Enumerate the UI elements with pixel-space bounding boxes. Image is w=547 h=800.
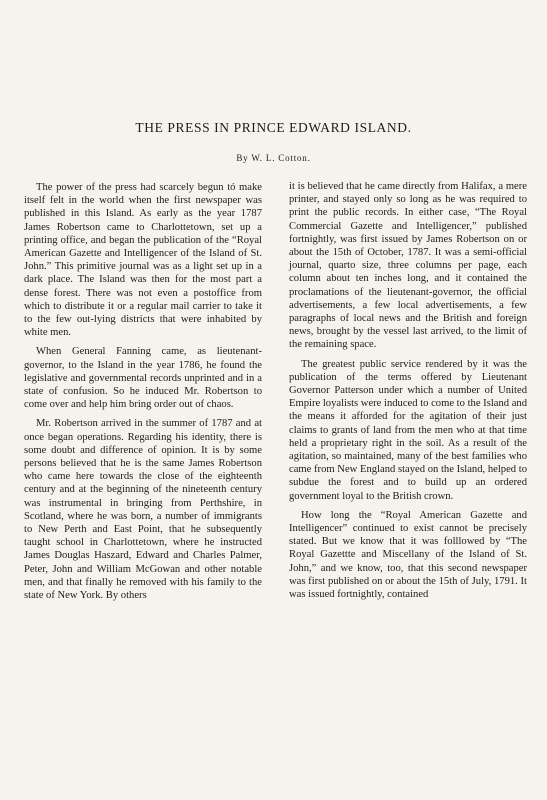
paragraph: Mr. Robertson arrived in the summer of 1787 and at once began operations. Regarding his identity, there is some doubt and difference of opinion. It is by some persons believed that he is the same James Robertson who came here towards the close of the eighteenth century and at the beginning of the nineteenth century was instrumental in bringing from Perthshire, in Scotland, where he was born, a number of immigrants to New Perth and East Point, that he subsequently taught school in Charlottetown, where he instructed James Douglas Haszard, Edward and Charles Palmer, Peter, John and William McGowan and other notable men, and that finally he removed with his family to the state of New York. By others (24, 418, 262, 602)
paragraph: The greatest public service rendered by it was the publication of the terms offered by Lieutenant Governor Patterson under which a number of United Empire loyalists were induced to come to the Island and the means it afforded for the agitation of their just claims to grants of land from the men who at that time held a proprietary right in the soil. As a result of the agitation, so maintained, many of the best families who came from New England stayed on the Island, helped to subdue the forest and to build up an ordered government loyal to the British crown. (289, 358, 527, 502)
article-title: THE PRESS IN PRINCE EDWARD ISLAND. (135, 120, 412, 135)
text-column-right (289, 180, 527, 601)
paragraph: When General Fanning came, as lieutenant-governor, to the Island in the year 1786, he found the legislative and governmental records unprinted and in a state of confusion. So he induced Mr. Robertson to come over and help him bring order out of chaos. (24, 346, 262, 411)
paragraph: How long the “Royal American Gazette and Intelligencer” continued to exist cannot be precisely stated. But we know that it was folllowed by “The Royal Gazettte and Miscellany of the Island of St. John,” and we know, too, that this second newspaper was first published on or about the 15th of July, 1791. It was issued fortnightly, contained (289, 509, 527, 601)
article-byline: By W. L. Cotton. (236, 153, 311, 163)
paragraph: The power of the press had scarcely begun tó make itself felt in the world when the first newspaper was published in this Island. As early as the year 1787 James Robertson came to Charlottetown, set up a printing office, and began the publication of the “Royal American Gazette and Intelligencer of the Island of St. John.” This primitive journal was as a light set up in a dark place. The Island was then for the most part a dense forest. There was not even a postoffice from which to distribute it or a regular mail carrier to take it to the few out-lying districts that were inhabited by white men. (24, 182, 262, 339)
text-column-left (24, 181, 262, 602)
paragraph-continued: it is believed that he came directly from Halifax, a mere printer, and stayed only so long as he was required to print the public records. In either case, “The Royal Commercial Gazette and Intelligencer,” published fortnightly, was first issued by James Robertson on or about the 15th of October, 1787. It was a semi-official journal, quarto size, three columns per page, each column about ten inches long, and it contained the proclamations of the lieutenant-governor, the official advertisements, a few local advertisements, a few paragraphs of local news and the British and foreign news, brought by the vessel last arrived, to the limit of the remaining space. (289, 181, 527, 351)
